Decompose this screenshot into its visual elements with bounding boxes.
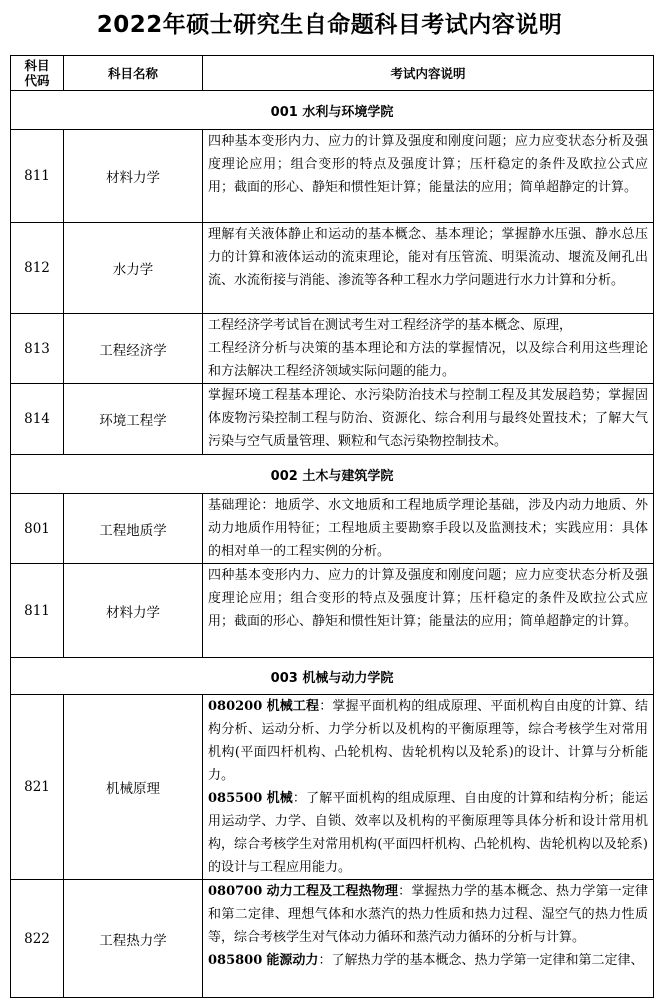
major-code: 085500	[208, 791, 263, 806]
desc-paragraph: 四种基本变形内力、应力的计算及强度和刚度问题；应力应变状态分析及强度理论应用；组合变形的特点及强度计算；压杆稳定的条件及欧拉公式应用；截面的形心、静矩和惯性矩计算；能量法的应用；简单超静定的计算。	[208, 568, 648, 629]
subject-desc	[203, 130, 654, 223]
header-code	[11, 56, 64, 91]
desc-paragraph: 理解有关液体静止和运动的基本概念、基本理论；掌握静水压强、静水总压力的计算和液体运动的流束理论，能对有压管流、明渠流动、堰流及闸孔出流、水流衔接与消能、渗流等各种工程水力学问题进行水力计算和分析。	[208, 227, 648, 288]
subject-code: 811	[11, 564, 64, 658]
desc-text: ：掌握平面机构的组成原理、平面机构自由度的计算、结构分析、运动分析、力学分析以及机构的平衡原理等，综合考核学生对常用机构(平面四杆机构、凸轮机构、齿轮机构以及轮系)的设计、计算与分析能力。	[208, 699, 648, 783]
subject-name: 工程地质学	[64, 494, 203, 564]
desc-text: ：了解平面机构的组成原理、自由度的计算和结构分析；能运用运动学、力学、自锁、效率以及机构的平衡原理等具体分析和设计常用机构，综合考核学生对常用机构(平面四杆机构、凸轮机构、齿轮机构以及轮系)的设计与工程应用能力。	[208, 791, 648, 875]
table-row	[11, 223, 654, 314]
table-row	[11, 384, 654, 455]
header-name: 科目名称	[64, 56, 203, 91]
major-name: 动力工程及工程热物理	[266, 884, 399, 899]
table-row	[11, 494, 654, 564]
exam-subject-table	[10, 55, 654, 998]
desc-text: ：了解热力学的基本概念、热力学第一定律和第二定律、	[318, 953, 644, 968]
subject-name: 水力学	[64, 223, 203, 314]
desc-paragraph	[208, 880, 648, 949]
major-code: 080200	[208, 699, 263, 714]
section-title: 002 土木与建筑学院	[11, 455, 654, 494]
subject-name: 工程热力学	[64, 880, 203, 998]
header-code-line1: 科目	[24, 58, 50, 73]
desc-paragraph	[208, 787, 648, 879]
header-desc: 考试内容说明	[203, 56, 654, 91]
desc-paragraph	[208, 949, 648, 972]
subject-code: 801	[11, 494, 64, 564]
major-code: 085800	[208, 953, 263, 968]
table-row	[11, 130, 654, 223]
header-code-line2: 代码	[24, 73, 50, 88]
desc-paragraph: 掌握环境工程基本理论、水污染防治技术与控制工程及其发展趋势；掌握固体废物污染控制工程与防治、资源化、综合利用与最终处置技术；了解大气污染与空气质量管理、颗粒和气态污染物控制技术。	[208, 388, 648, 449]
major-code: 080700	[208, 884, 263, 899]
table-row	[11, 564, 654, 658]
desc-paragraph: 工程经济学考试旨在测试考生对工程经济学的基本概念、原理，	[208, 318, 573, 333]
major-name: 机械	[266, 791, 293, 806]
subject-code: 811	[11, 130, 64, 223]
subject-desc	[203, 564, 654, 658]
subject-desc	[203, 314, 654, 384]
section-title: 003 机械与动力学院	[11, 658, 654, 695]
section-row	[11, 91, 654, 130]
major-name: 机械工程	[266, 699, 320, 714]
subject-desc	[203, 695, 654, 880]
subject-code: 812	[11, 223, 64, 314]
table-row	[11, 880, 654, 998]
subject-name: 工程经济学	[64, 314, 203, 384]
subject-desc	[203, 223, 654, 314]
subject-name: 环境工程学	[64, 384, 203, 455]
desc-paragraph	[208, 695, 648, 787]
table-row	[11, 314, 654, 384]
subject-code: 814	[11, 384, 64, 455]
subject-desc	[203, 880, 654, 998]
section-row	[11, 455, 654, 494]
subject-desc	[203, 384, 654, 455]
table-header-row	[11, 56, 654, 91]
subject-code: 813	[11, 314, 64, 384]
section-title: 001 水利与环境学院	[11, 91, 654, 130]
desc-paragraph: 四种基本变形内力、应力的计算及强度和刚度问题；应力应变状态分析及强度理论应用；组合变形的特点及强度计算；压杆稳定的条件及欧拉公式应用；截面的形心、静矩和惯性矩计算；能量法的应用；简单超静定的计算。	[208, 134, 648, 195]
subject-name: 材料力学	[64, 130, 203, 223]
major-name: 能源动力	[266, 953, 319, 968]
table-row	[11, 695, 654, 880]
subject-code: 822	[11, 880, 64, 998]
desc-text: ：掌握热力学的基本概念、热力学第一定律和第二定律、理想气体和水蒸汽的热力性质和热力过程、湿空气的热力性质等，综合考核学生对气体动力循环和蒸汽动力循环的分析与计算。	[208, 884, 648, 945]
desc-paragraph: 工程经济分析与决策的基本理论和方法的掌握情况，以及综合利用这些理论和方法解决工程经济领域实际问题的能力。	[208, 341, 648, 379]
page-title: 2022年硕士研究生自命题科目考试内容说明	[96, 12, 563, 38]
desc-paragraph: 基础理论：地质学、水文地质和工程地质学理论基础，涉及内动力地质、外动力地质作用特征；工程地质主要勘察手段以及监测技术；实践应用：具体的相对单一的工程实例的分析。	[208, 498, 648, 559]
subject-name: 机械原理	[64, 695, 203, 880]
section-row	[11, 658, 654, 695]
subject-desc	[203, 494, 654, 564]
subject-code: 821	[11, 695, 64, 880]
subject-name: 材料力学	[64, 564, 203, 658]
